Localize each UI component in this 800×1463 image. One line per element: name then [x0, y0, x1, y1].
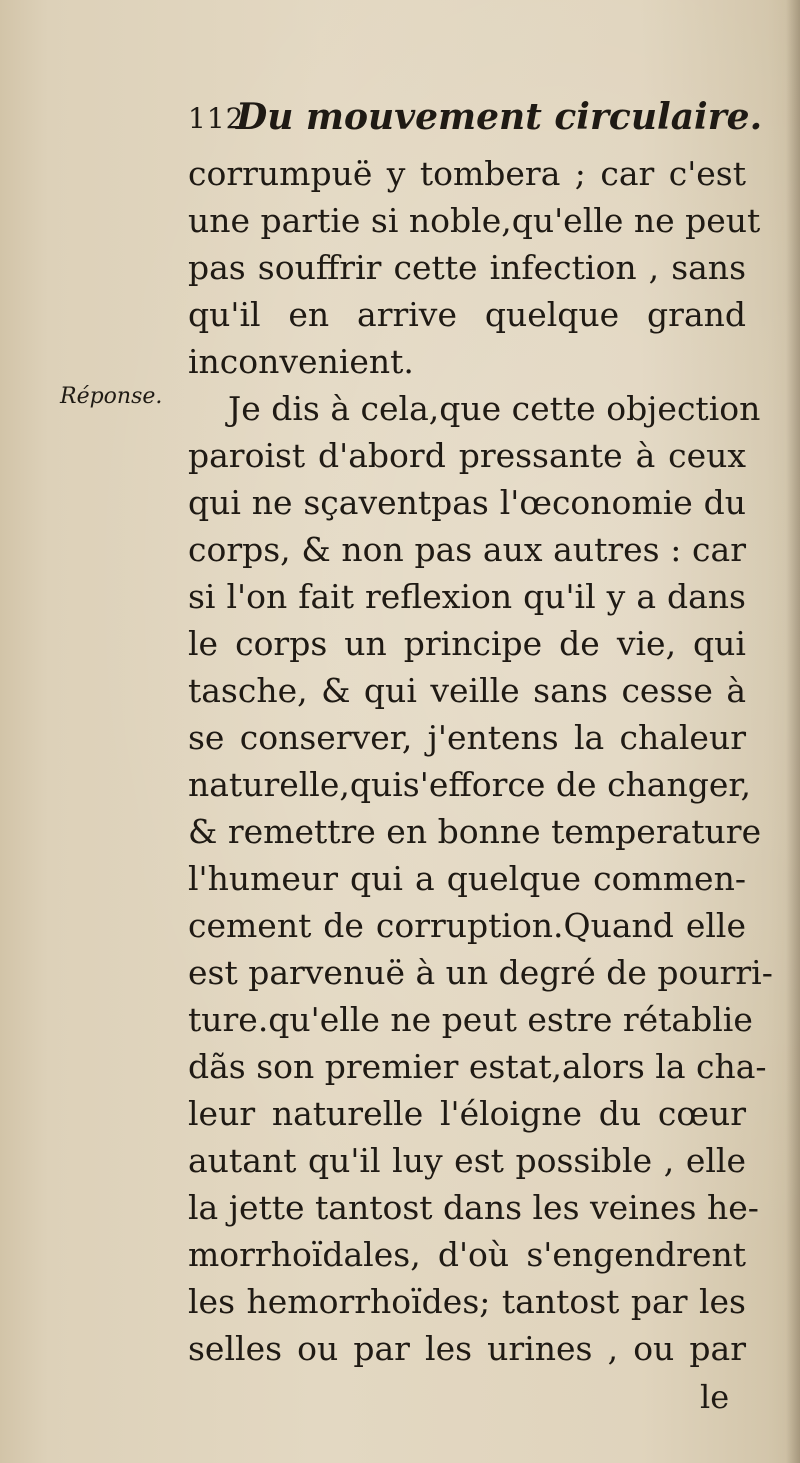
text-line: autant qu'il luy est possible , elle: [188, 1141, 746, 1180]
text-line: les hemorrhoïdes; tantost par les: [188, 1282, 746, 1321]
text-line: la jette tantost dans les veines he-: [188, 1188, 759, 1227]
text-line: se conserver, j'entens la chaleur: [188, 718, 746, 757]
text-line: le corps un principe de vie, qui: [188, 624, 746, 663]
catchword: le: [700, 1378, 730, 1416]
text-line: qu'il en arrive quelque grand: [188, 295, 746, 334]
running-header: [188, 96, 763, 146]
text-line: corps, & non pas aux autres : car: [188, 530, 746, 569]
text-line: ture.qu'elle ne peut estre rétablie: [188, 1000, 753, 1039]
text-line: tasche, & qui veille sans cesse à: [188, 671, 746, 710]
text-line: leur naturelle l'éloigne du cœur: [188, 1094, 746, 1133]
text-line: qui ne sçaventpas l'œconomie du: [188, 483, 746, 522]
text-line: l'humeur qui a quelque commen-: [188, 859, 746, 898]
text-line: morrhoïdales, d'où s'engendrent: [188, 1235, 746, 1274]
marginal-note: Réponse.: [60, 384, 163, 409]
text-line: une partie si noble,qu'elle ne peut: [188, 201, 761, 240]
text-body: [188, 150, 773, 1372]
text-line: paroist d'abord pressante à ceux: [188, 436, 746, 475]
text-line: si l'on fait reflexion qu'il y a dans: [188, 577, 746, 616]
text-line: Je dis à cela,que cette objection: [228, 389, 761, 428]
text-line: cement de corruption.Quand elle: [188, 906, 746, 945]
text-line: inconvenient.: [188, 342, 414, 381]
running-title: Du mouvement circulaire.: [236, 96, 763, 138]
text-line: pas souffrir cette infection , sans: [188, 248, 746, 287]
page-edge-shadow: [786, 0, 800, 1463]
text-line: dãs son premier estat,alors la cha-: [188, 1047, 767, 1086]
text-line: corrumpuë y tombera ; car c'est: [188, 154, 746, 193]
text-line: & remettre en bonne temperature: [188, 812, 762, 851]
page-number: 112: [188, 102, 245, 135]
text-line: naturelle,quis'efforce de changer,: [188, 765, 752, 804]
text-line: selles ou par les urines , ou par: [188, 1329, 746, 1368]
text-line: est parvenuë à un degré de pourri-: [188, 953, 773, 992]
